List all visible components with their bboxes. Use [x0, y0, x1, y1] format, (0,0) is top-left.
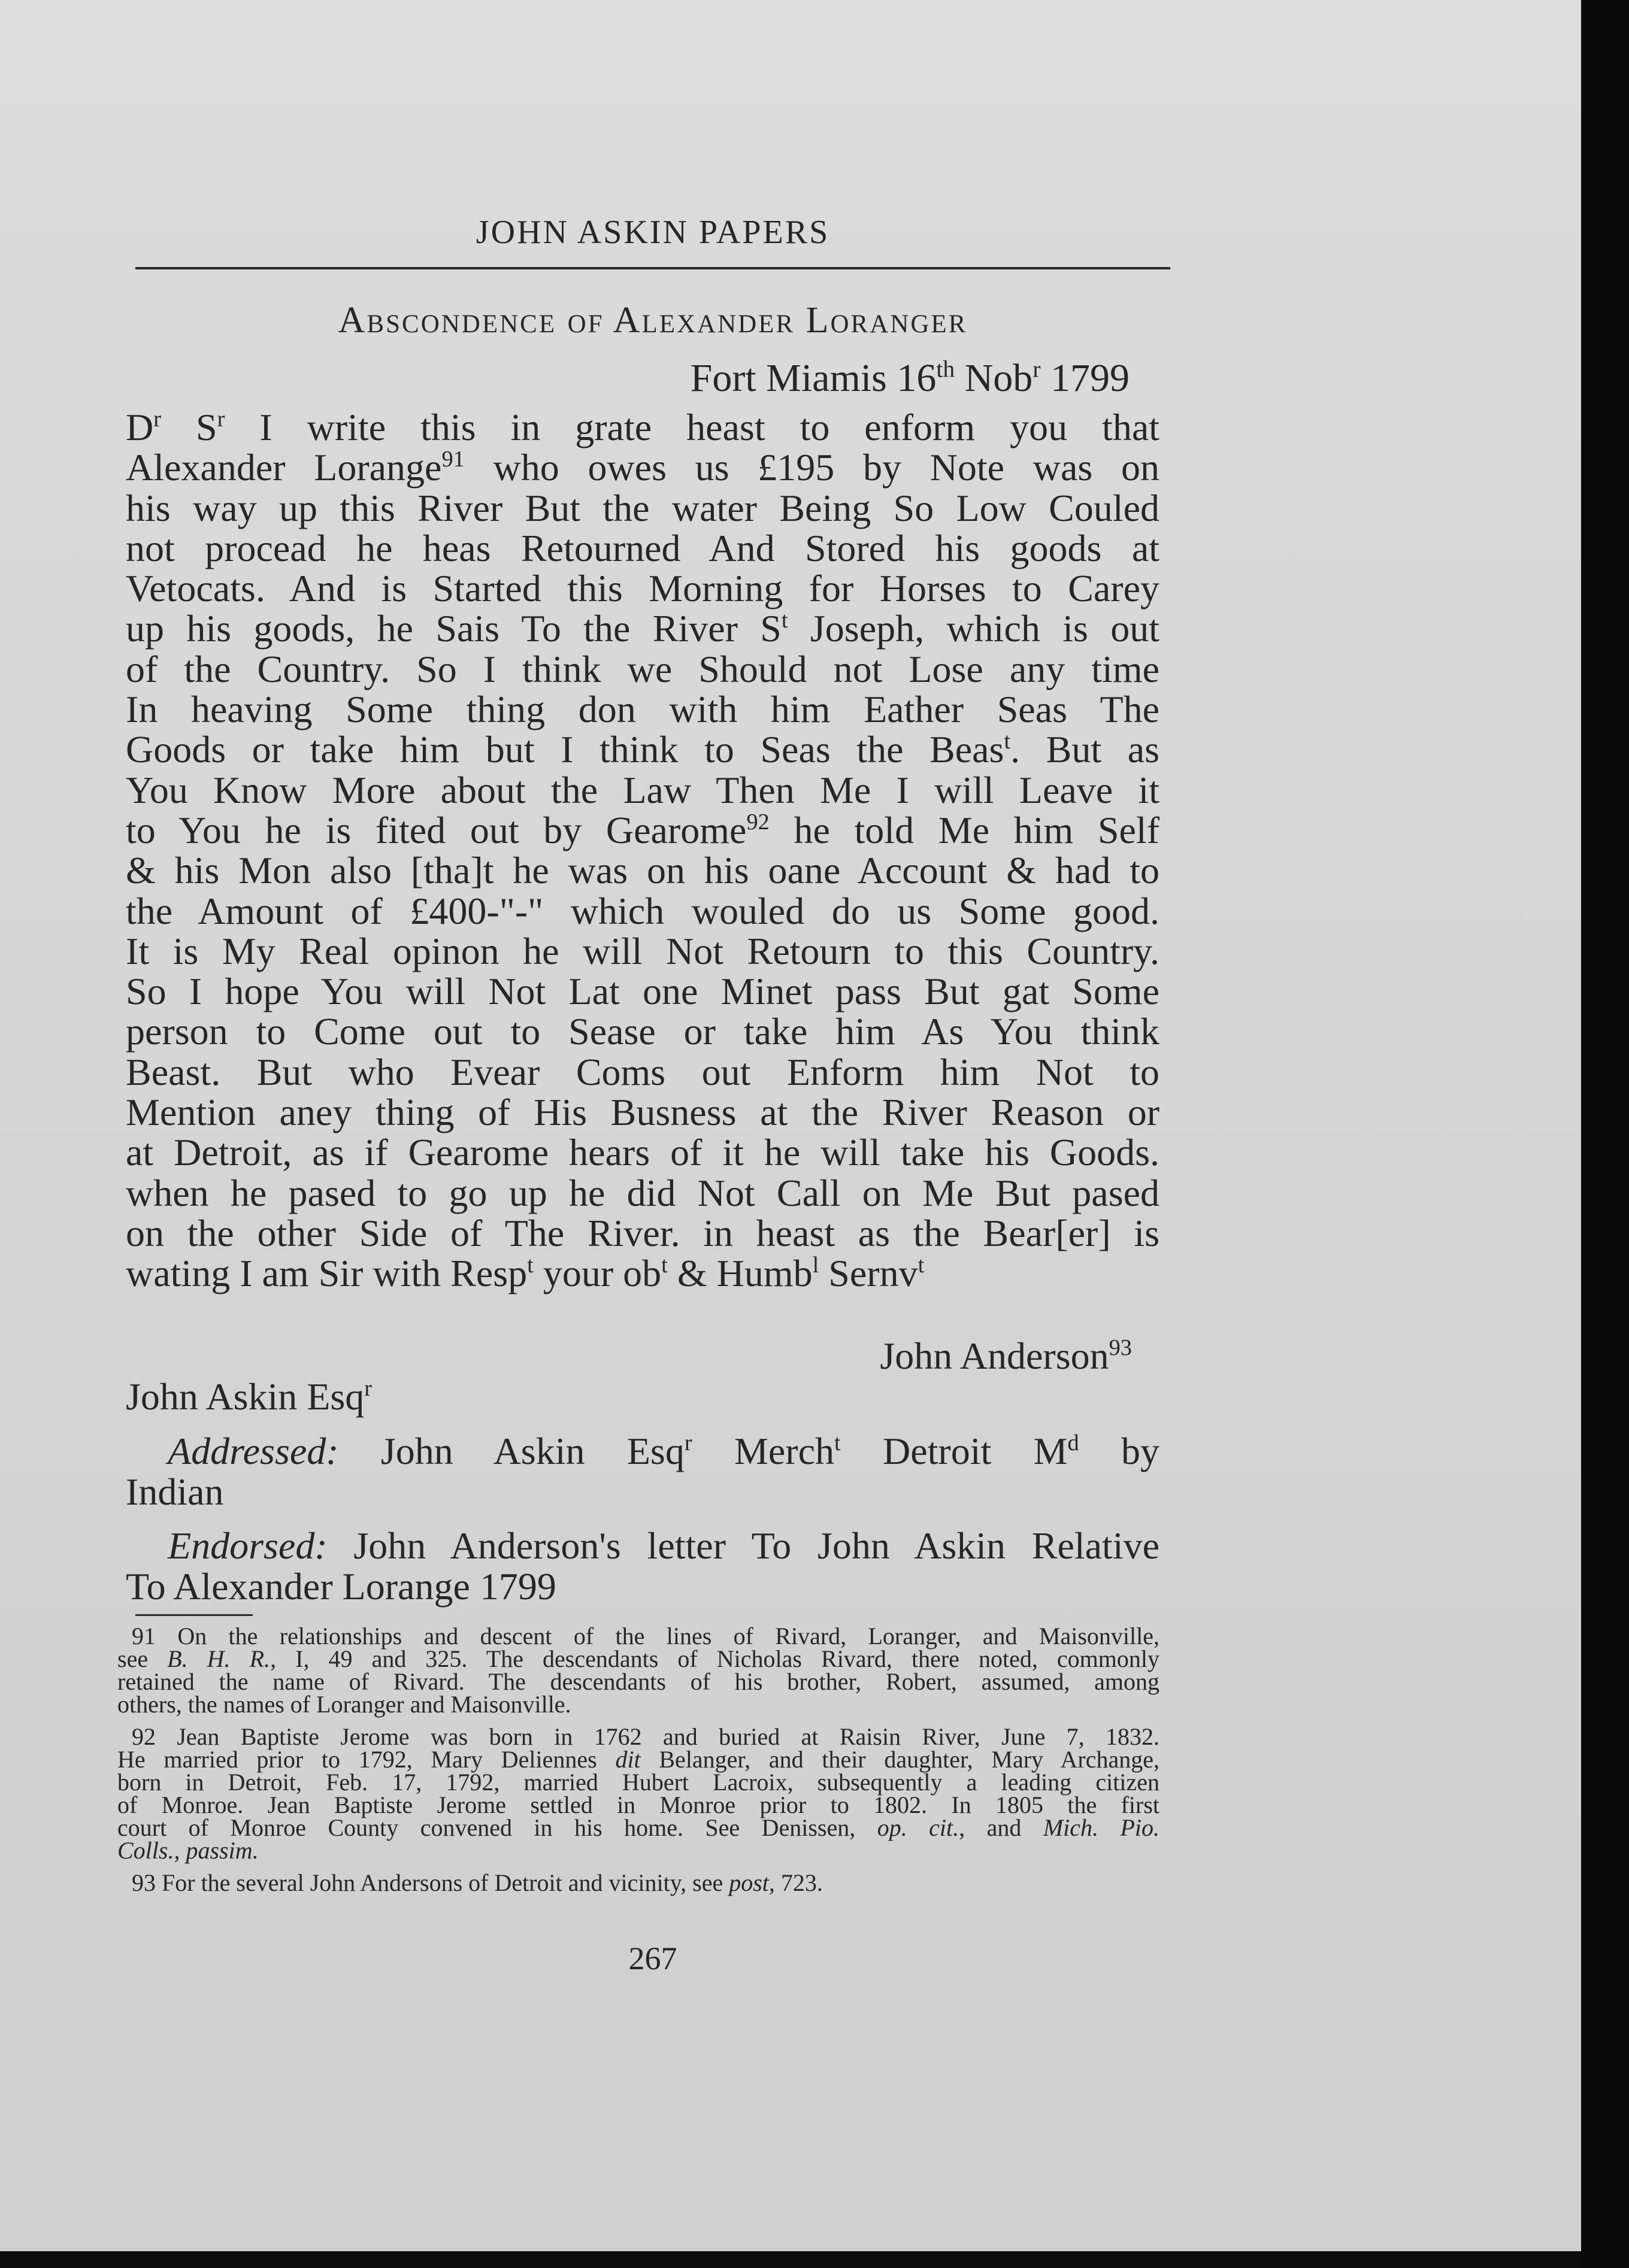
footnote-line [117, 1839, 1159, 1862]
superscript: t [661, 1253, 668, 1278]
letter-text: wating I am Sir with Resp [126, 1252, 528, 1295]
footnote-ref: 93 [1109, 1335, 1132, 1360]
page-number: 267 [628, 1940, 677, 1976]
recipient-name: John Askin Esq [126, 1375, 365, 1418]
addressed-text: Merch [692, 1430, 834, 1472]
footnote-93 [117, 1869, 1159, 1896]
addressed-line [126, 1431, 1159, 1472]
superscript: t [918, 1253, 925, 1278]
letter-text: who owes us £195 by Note was on [464, 446, 1160, 489]
letter-text: up his goods, he Sais To the River S [126, 607, 782, 650]
letter-line: the Amount of £400-"-" which wouled do us Some good. [126, 889, 1159, 932]
footnote-citation: Colls., passim. [117, 1837, 259, 1864]
header-rule [135, 267, 1170, 269]
letter-line: & his Mon also [tha]t he was on his oane Account & had to [126, 849, 1159, 892]
footnote-line [117, 1748, 1159, 1771]
footnote-line: others, the names of Loranger and Maisonville. [117, 1691, 571, 1718]
footnote-line: retained the name of Rivard. The descendants of his brother, Robert, assumed, among [117, 1668, 1159, 1695]
salutation: S [161, 406, 217, 448]
addressed-line: Indian [126, 1470, 224, 1513]
letter-line: It is My Real opinon he will Not Retourn to this Country. [126, 929, 1159, 972]
addressed-text: John Askin Esq [338, 1430, 685, 1472]
addressed-note [126, 1431, 1159, 1512]
superscript: r [684, 1430, 692, 1456]
salutation-sup: r [217, 406, 225, 432]
letter-text: your ob [533, 1252, 662, 1295]
letter-line [126, 407, 1159, 447]
superscript: t [781, 608, 788, 633]
footnote-citation: Mich. Pio. [1043, 1814, 1160, 1841]
footnote-ref: 92 [746, 809, 770, 835]
letter-line [126, 810, 1159, 850]
footnote-line: born in Detroit, Feb. 17, 1792, married Hubert Lacroix, subsequently a leading citizen [117, 1769, 1159, 1796]
footnote-line [117, 1645, 1160, 1672]
letter-line: In heaving Some thing don with him Eather Seas The [126, 688, 1159, 731]
letter-text: I write this in grate heast to enform you that [225, 406, 1160, 448]
footnote-text: , 723. [768, 1869, 823, 1896]
letter-text: Sernv [819, 1252, 918, 1295]
dateline-place: Fort Miamis 16 [690, 356, 937, 400]
footnote-citation: B. H. R. [167, 1645, 271, 1672]
footnote-text: Belanger, and their daughter, Mary Archange, [640, 1746, 1159, 1773]
footnote-citation: op. cit. [877, 1814, 959, 1841]
letter-text: . But as [1010, 728, 1160, 771]
footnote-text: He married prior to 1792, Mary Deliennes [117, 1746, 616, 1773]
footnote-ref: 91 [441, 447, 465, 472]
dateline-month-sup: r [1032, 356, 1041, 383]
footnote-line: 91 On the relationships and descent of the lines of Rivard, Loranger, and Maisonville, [132, 1623, 1159, 1650]
superscript: d [1067, 1430, 1079, 1456]
footnotes [117, 1625, 1159, 1904]
superscript: t [527, 1253, 534, 1278]
footnote-line [117, 1869, 1159, 1896]
letter-line: Mention aney thing of His Busness at the River Reason or [126, 1091, 1159, 1134]
endorsed-line: To Alexander Lorange 1799 [126, 1565, 556, 1608]
endorsed-label: Endorsed: [168, 1524, 328, 1567]
dateline-day-sup: th [936, 356, 955, 383]
letter-line: at Detroit, as if Gearome hears of it he will take his Goods. [126, 1131, 1159, 1174]
signature-name: John Anderson [880, 1335, 1109, 1377]
dateline [135, 356, 1130, 401]
letter-line: You Know More about the Law Then Me I will Leave it [126, 768, 1159, 811]
letter-line: Vetocats. And is Started this Morning for Horses to Carey [126, 567, 1159, 610]
letter-line: of the Country. So I think we Should not Lose any time [126, 647, 1159, 690]
footnote-line: 92 Jean Baptiste Jerome was born in 1762 and buried at Raisin River, June 7, 1832. [132, 1723, 1159, 1750]
footnote-line: of Monroe. Jean Baptiste Jerome settled in Monroe prior to 1802. In 1805 the first [117, 1791, 1159, 1818]
letter-text: Joseph, which is out [788, 607, 1160, 650]
letter-text: & Humb [667, 1252, 813, 1295]
addressed-label: Addressed: [168, 1430, 339, 1472]
letter-line [126, 608, 1159, 648]
letter-text: he told Me him Self [769, 808, 1160, 851]
footnote-text: court of Monroe County convened in his home. See Denissen, [117, 1814, 877, 1841]
footnote-91 [117, 1625, 1159, 1716]
letter-line: So I hope You will Not Lat one Minet pass But gat Some [126, 970, 1159, 1013]
superscript: t [834, 1430, 841, 1456]
footnote-text: 93 For the several John Andersons of Detroit and vicinity, see [132, 1869, 729, 1896]
dateline-year: 1799 [1040, 356, 1130, 400]
letter-line: his way up this River But the water Being So Low Couled [126, 486, 1159, 529]
letter-body [126, 407, 1159, 1294]
letter-text: to You he is fited out by Gearome [126, 808, 747, 851]
letter-line: person to Come out to Sease or take him As You think [126, 1010, 1159, 1053]
addressed-text: by [1079, 1430, 1160, 1472]
footnote-citation: post [729, 1869, 769, 1896]
document-title: Abscondence of Alexander Loranger [338, 300, 968, 341]
letter-text: Goods or take him but I think to Seas the Beas [126, 728, 1004, 771]
letter-line [126, 729, 1159, 769]
letter-line [126, 447, 1159, 487]
superscript: l [812, 1253, 819, 1278]
superscript: r [364, 1375, 373, 1401]
scan-edge-shadow [1581, 0, 1629, 2268]
superscript: t [1004, 729, 1011, 754]
footnote-citation: dit [615, 1746, 641, 1773]
dateline-month: Nob [955, 356, 1033, 400]
endorsed-text: John Anderson's letter To John Askin Relative [327, 1524, 1159, 1567]
letter-line: on the other Side of The River. in heast as the Bear[er] is [126, 1211, 1159, 1254]
footnote-text: , and [959, 1814, 1043, 1841]
letter-text: Alexander Lorange [126, 446, 442, 489]
footnote-rule [135, 1614, 253, 1616]
salutation-sup: r [153, 406, 162, 432]
endorsed-line [126, 1526, 1159, 1566]
footnote-text: , I, 49 and 325. The descendants of Nicholas Rivard, there noted, commonly [270, 1645, 1160, 1672]
letter-line: Beast. But who Evear Coms out Enform him Not to [126, 1050, 1159, 1093]
endorsed-note [126, 1526, 1159, 1607]
footnote-92 [117, 1723, 1160, 1864]
running-head: JOHN ASKIN PAPERS [476, 214, 830, 251]
letter-line: not procead he heas Retourned And Stored his goods at [126, 526, 1159, 569]
letter-line [126, 1253, 1159, 1293]
addressed-text: Detroit M [840, 1430, 1068, 1472]
salutation: D [126, 406, 154, 448]
recipient [126, 1375, 372, 1419]
footnote-line [117, 1814, 1160, 1841]
footnote-text: see [117, 1645, 168, 1672]
letter-line: when he pased to go up he did Not Call on Me But pased [126, 1171, 1159, 1214]
signature [126, 1334, 1132, 1378]
